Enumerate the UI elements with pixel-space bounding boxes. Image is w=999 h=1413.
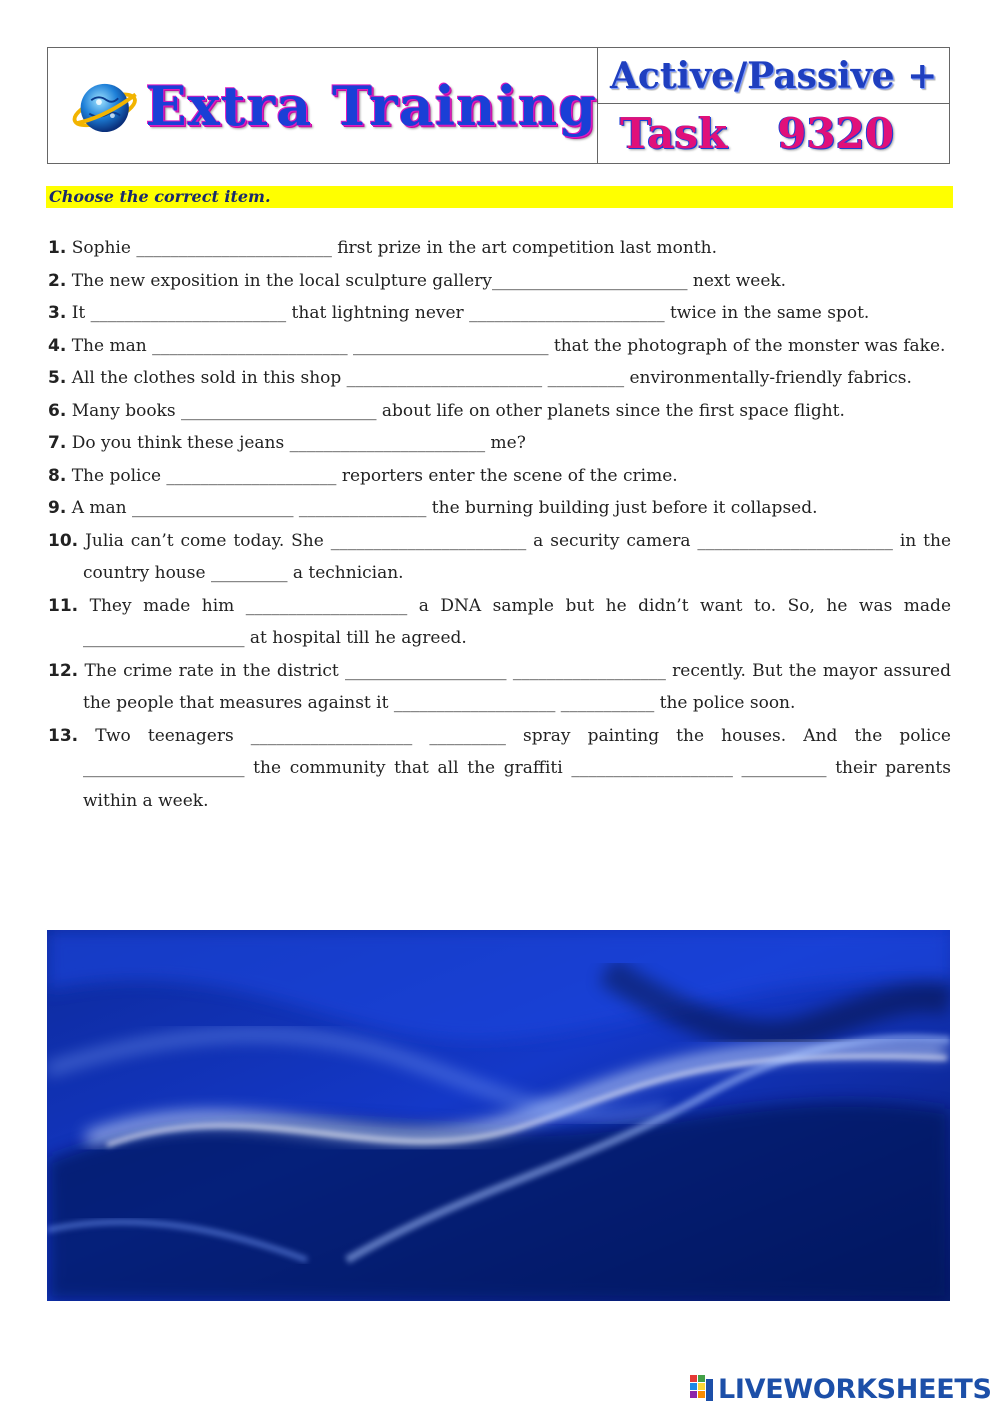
question-text: The new exposition in the local sculpture gallery_______________________ next week.	[71, 270, 787, 291]
question-text: A man ___________________ _______________ the burning building just before it collapsed.	[71, 498, 818, 518]
question-text: The man _______________________ _______________________ that the photograph of the monster was fake.	[71, 335, 946, 356]
question-text: Two teenagers ___________________ _________ spray painting the houses. And the police ___________________ the community that all the graffiti ___________________ __________ their parents within a week.	[83, 725, 951, 811]
instruction-bar: Choose the correct item.	[46, 186, 953, 208]
liveworksheets-icon	[690, 1375, 714, 1403]
question-number: 12.	[48, 660, 79, 681]
task-number: 9320	[777, 109, 895, 158]
question-text: They made him ___________________ a DNA sample but he didn’t want to. So, he was made ___________________ at hospital till he agreed.	[83, 595, 952, 648]
question-number: 3.	[48, 303, 67, 323]
question-number: 13.	[48, 725, 79, 746]
task-label: Task	[620, 109, 728, 158]
question-number: 4.	[48, 335, 67, 356]
question-number: 2.	[48, 270, 67, 291]
question-text: The crime rate in the district ___________________ __________________ recently. But the mayor assured the people that measures against it ___________________ ___________ the police soon.	[83, 660, 951, 713]
question-7	[48, 427, 951, 460]
logo-text: LIVEWORKSHEETS	[718, 1373, 992, 1405]
question-list	[48, 232, 951, 817]
question-number: 11.	[48, 595, 79, 616]
question-text: Do you think these jeans _______________________ me?	[71, 433, 526, 453]
question-text: It _______________________ that lightning never _______________________ twice in the same spot.	[71, 303, 870, 323]
brand-panel	[48, 48, 598, 163]
question-8	[48, 460, 951, 493]
question-number: 5.	[48, 368, 67, 388]
brand-title: Extra Training	[145, 73, 597, 138]
question-number: 8.	[48, 465, 67, 486]
question-10	[48, 525, 951, 590]
question-1	[48, 232, 951, 265]
question-text: Sophie _______________________ first prize in the art competition last month.	[71, 238, 718, 258]
header-box	[47, 47, 950, 164]
question-9	[48, 492, 951, 525]
question-6	[48, 395, 951, 428]
question-text: Many books _______________________ about life on other planets since the first space flight.	[71, 400, 845, 421]
question-4	[48, 330, 951, 363]
question-11	[48, 590, 951, 655]
task-title	[598, 104, 949, 163]
question-3	[48, 297, 951, 330]
question-number: 9.	[48, 498, 67, 518]
question-12	[48, 655, 951, 720]
question-text: All the clothes sold in this shop _______________________ _________ environmentally-friendly fabrics.	[71, 368, 912, 388]
question-number: 7.	[48, 433, 67, 453]
abstract-blue-image	[47, 930, 950, 1301]
liveworksheets-logo	[690, 1373, 992, 1405]
question-13	[48, 720, 951, 818]
question-number: 1.	[48, 238, 67, 258]
globe-icon	[70, 70, 139, 142]
question-number: 10.	[48, 530, 79, 551]
topic-title: Active/Passive +	[598, 48, 949, 104]
question-number: 6.	[48, 400, 67, 421]
question-text: Julia can’t come today. She _______________________ a security camera _______________________ in the country house _________ a technician.	[83, 530, 952, 583]
question-text: The police ____________________ reporters enter the scene of the crime.	[71, 465, 678, 486]
question-5	[48, 362, 951, 395]
question-2	[48, 265, 951, 298]
title-panel	[598, 48, 949, 163]
